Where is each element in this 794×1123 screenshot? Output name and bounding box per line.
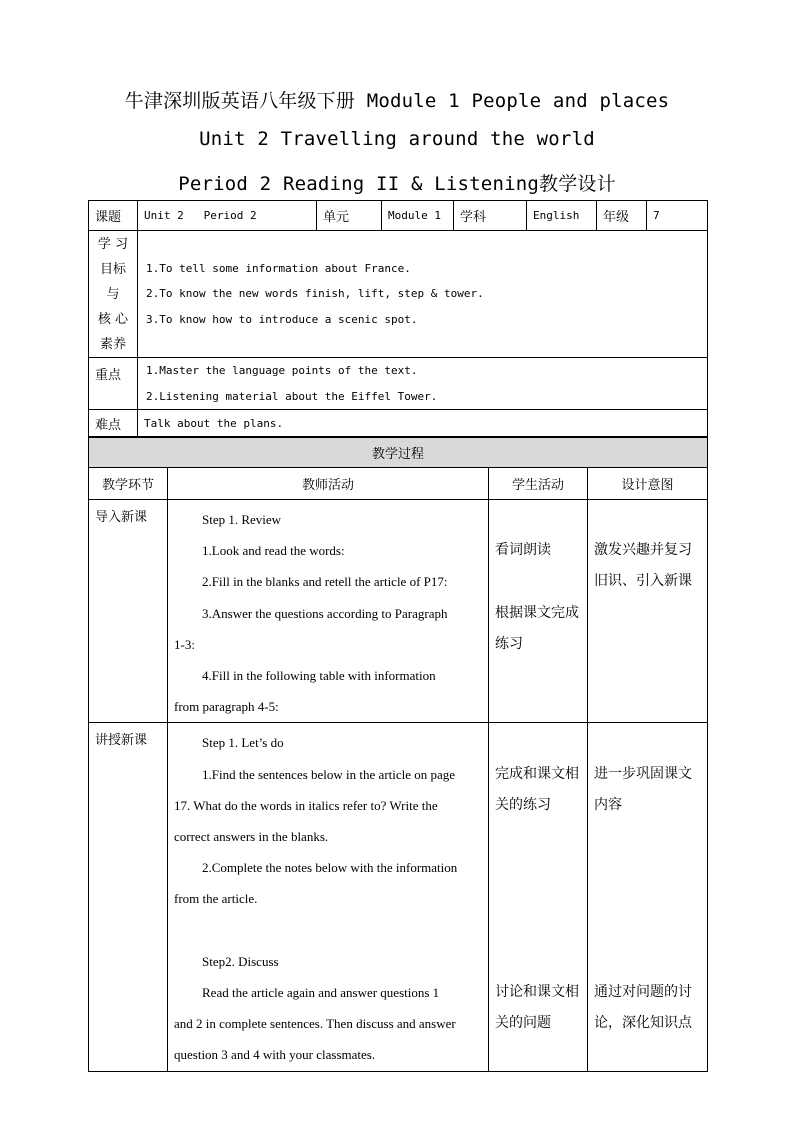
teaching-process-table <box>88 437 708 1072</box>
topic-value: Unit 2 Period 2 <box>138 201 317 231</box>
student-line <box>495 915 583 946</box>
difficult-points-label: 难点 <box>89 410 138 437</box>
teacher-line: 3.Answer the questions according to Paragraph <box>202 605 448 621</box>
difficult-points-value: Talk about the plans. <box>138 410 708 437</box>
intent-line <box>594 504 703 535</box>
subject-label: 学科 <box>454 201 527 231</box>
teacher-line: 17. What do the words in italics refer to? Write the <box>174 797 438 813</box>
stage-cell: 讲授新课 <box>89 723 168 1071</box>
student-line <box>495 852 583 883</box>
document-title-line-3: Period 2 Reading II & Listening教学设计 <box>178 173 616 195</box>
document-title-line-1: 牛津深圳版英语八年级下册 Module 1 People and places <box>124 90 670 112</box>
student-line: 练习 <box>495 635 523 652</box>
intent-line: 旧识、引入新课 <box>594 573 692 590</box>
document-title-line-2: Unit 2 Travelling around the world <box>199 128 595 150</box>
student-line: 看词朗读 <box>495 542 551 559</box>
student-line <box>495 504 583 535</box>
teacher-line: question 3 and 4 with your classmates. <box>174 1047 376 1063</box>
objectives-label-line: 核 心 <box>97 311 129 327</box>
objectives-label-line: 目标 <box>99 261 126 277</box>
intent-line <box>594 946 703 977</box>
intent-line: 论，深化知识点 <box>594 1015 692 1032</box>
student-line <box>495 821 583 852</box>
teacher-line: correct answers in the blanks. <box>174 829 329 845</box>
intent-line <box>594 852 703 883</box>
teacher-line: Read the article again and answer questions 1 <box>202 985 440 1001</box>
intent-line <box>594 915 703 946</box>
stage-cell: 导入新课 <box>89 500 168 723</box>
teaching-process-band: 教学过程 <box>89 438 708 468</box>
process-row-new-lesson <box>89 723 708 1071</box>
objective-item: 3.To know how to introduce a scenic spot. <box>146 312 418 326</box>
header-design-intent: 设计意图 <box>588 468 708 500</box>
header-student-activity: 学生活动 <box>489 468 588 500</box>
teacher-line: Step 1. Let’s do <box>202 735 284 751</box>
teacher-line: 4.Fill in the following table with information <box>202 668 436 684</box>
design-intent-cell <box>588 723 708 1071</box>
design-intent-cell <box>588 500 708 723</box>
header-teacher-activity: 教师活动 <box>168 468 489 500</box>
teacher-line: Step2. Discuss <box>202 953 279 969</box>
teacher-line: Step 1. Review <box>202 512 282 527</box>
unit-label: 单元 <box>317 201 382 231</box>
student-line <box>495 883 583 914</box>
student-line <box>495 946 583 977</box>
key-points-list <box>138 358 708 410</box>
teacher-line: 1-3: <box>174 636 195 652</box>
student-line <box>495 727 583 758</box>
topic-label: 课题 <box>89 201 138 231</box>
intent-line: 激发兴趣并复习 <box>594 542 692 559</box>
intent-line <box>594 883 703 914</box>
intent-line <box>594 821 703 852</box>
teacher-line <box>174 915 482 946</box>
intent-line: 内容 <box>594 796 622 813</box>
header-stage: 教学环节 <box>89 468 168 500</box>
key-point-item: 2.Listening material about the Eiffel Tower. <box>146 389 438 403</box>
objectives-list <box>138 231 708 358</box>
intent-line <box>594 727 703 758</box>
objectives-label-line: 与 <box>106 286 120 302</box>
objective-item: 2.To know the new words finish, lift, step & tower. <box>146 287 484 301</box>
grade-value: 7 <box>647 201 708 231</box>
lesson-info-table <box>88 200 708 437</box>
key-points-label: 重点 <box>89 358 138 410</box>
key-point-item: 1.Master the language points of the text. <box>146 364 418 377</box>
teacher-line: 2.Complete the notes below with the information <box>202 860 458 876</box>
teacher-line: and 2 in complete sentences. Then discuss and answer <box>174 1016 456 1032</box>
teacher-line: 1.Look and read the words: <box>202 543 345 559</box>
objective-item: 1.To tell some information about France. <box>146 261 411 275</box>
teacher-line: from paragraph 4-5: <box>174 699 279 715</box>
student-line: 关的问题 <box>495 1015 551 1032</box>
intent-line: 通过对问题的讨 <box>594 984 692 1001</box>
student-line: 根据课文完成 <box>495 604 579 621</box>
teacher-line: from the article. <box>174 891 258 907</box>
process-row-intro <box>89 500 708 723</box>
student-line: 讨论和课文相 <box>495 984 579 1001</box>
student-activity-cell <box>489 500 588 723</box>
teacher-line: 2.Fill in the blanks and retell the article of P17: <box>202 574 448 590</box>
student-activity-cell <box>489 723 588 1071</box>
teacher-activity-cell <box>168 500 489 723</box>
student-line <box>495 566 583 597</box>
objectives-label <box>89 231 138 358</box>
subject-value: English <box>527 201 597 231</box>
teacher-activity-cell <box>168 723 489 1071</box>
teacher-line: 1.Find the sentences below in the article on page <box>202 766 456 782</box>
grade-label: 年级 <box>597 201 647 231</box>
intent-line: 进一步巩固课文 <box>594 765 692 782</box>
objectives-label-line: 学 习 <box>97 236 129 252</box>
unit-value: Module 1 <box>382 201 454 231</box>
student-line: 完成和课文相 <box>495 765 579 782</box>
student-line: 关的练习 <box>495 796 551 813</box>
objectives-label-line: 素养 <box>99 336 126 352</box>
